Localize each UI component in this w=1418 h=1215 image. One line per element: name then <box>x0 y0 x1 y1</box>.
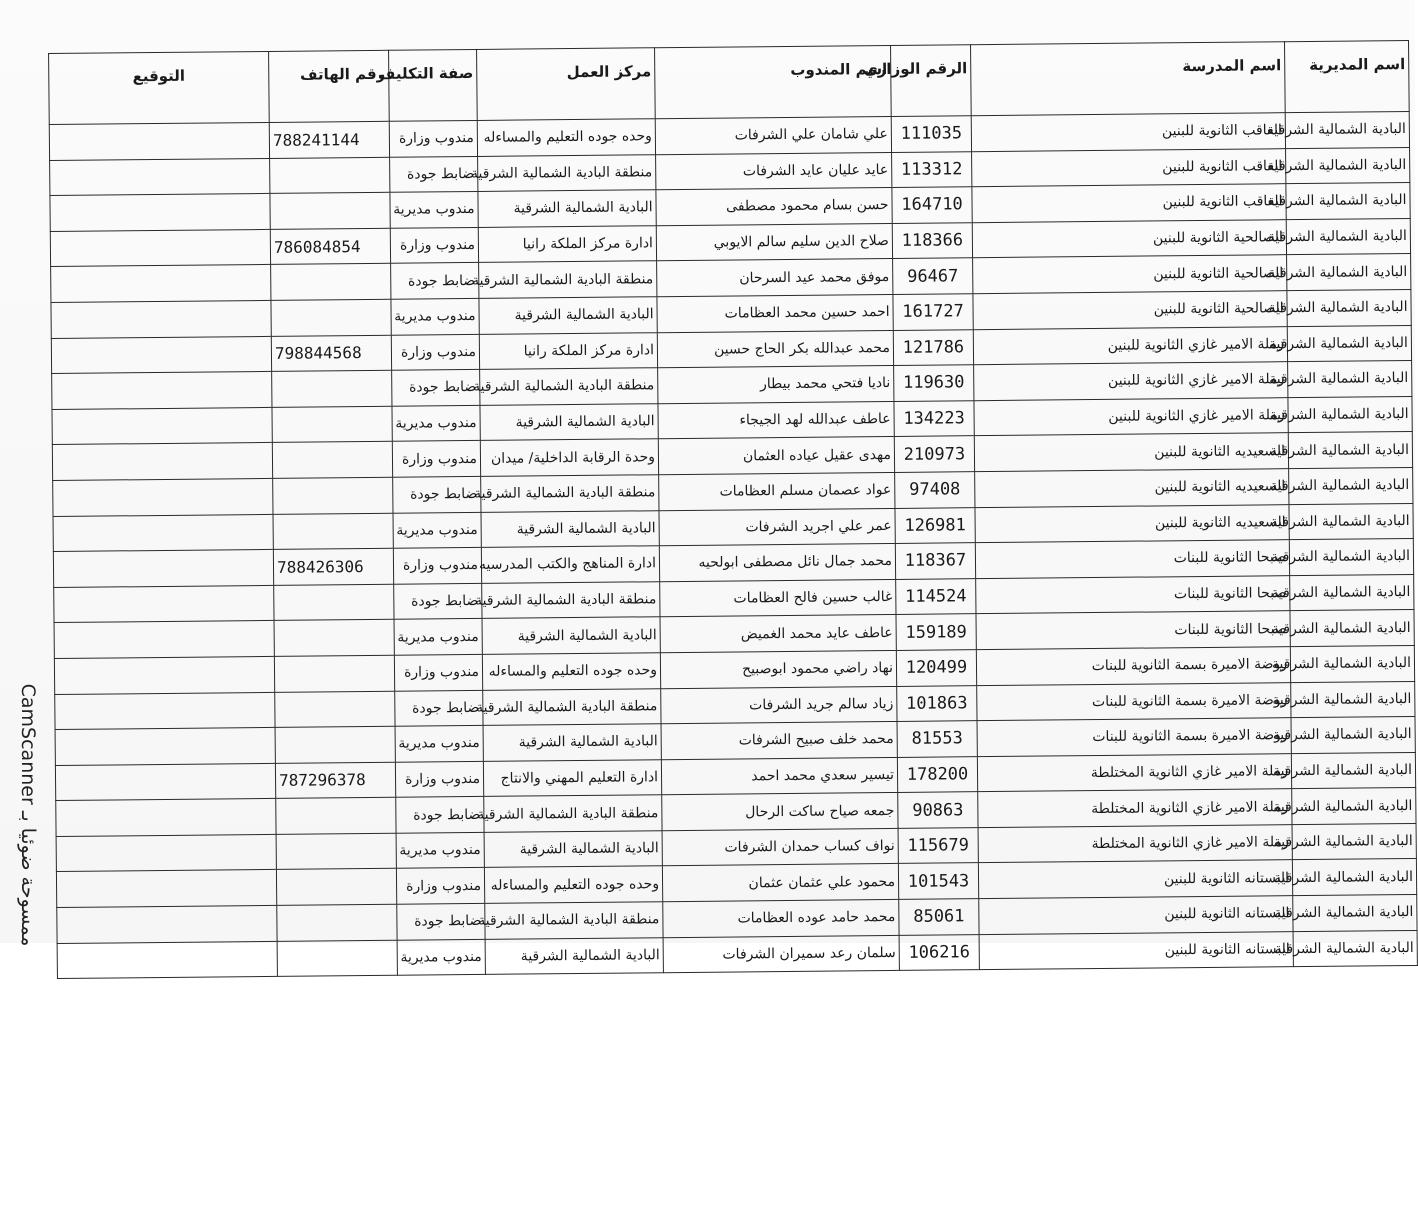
directorate-cell: البادية الشمالية الشرقية <box>1290 574 1414 611</box>
delegate-cell: جمعه صياح ساكت الرحال <box>662 793 898 831</box>
school-cell: زملة الامير غازي الثانوية للبنين <box>974 362 1288 401</box>
signature-cell <box>51 265 271 303</box>
role-cell: مندوب وزارة <box>392 441 480 477</box>
directorate-cell: البادية الشمالية الشرقية <box>1286 147 1410 184</box>
header-workplace: مركز العمل <box>477 48 656 121</box>
workplace-cell: البادية الشمالية الشرقية <box>480 403 658 440</box>
school-cell: صبحا الثانوية للبنات <box>976 611 1290 650</box>
directorate-cell: البادية الشمالية الشرقية <box>1287 289 1411 326</box>
directorate-cell: البادية الشمالية الشرقية <box>1293 895 1417 932</box>
school-cell: الصالحية الثانوية للبنين <box>972 219 1286 258</box>
workplace-cell: وحده جوده التعليم والمساءله <box>477 119 655 156</box>
workplace-cell: منطقة البادية الشمالية الشرقية <box>479 261 657 298</box>
directorate-cell: البادية الشمالية الشرقية <box>1287 325 1411 362</box>
delegates-table <box>48 40 1418 979</box>
phone-cell: 787296378 <box>275 762 395 799</box>
delegate-cell: عمر علي اجريد الشرفات <box>659 508 895 546</box>
ministry-number-cell: 85061 <box>899 899 979 935</box>
ministry-number-cell: 119630 <box>894 365 974 401</box>
phone-cell <box>271 299 391 336</box>
phone-cell <box>274 655 394 692</box>
role-cell: ضابط جودة <box>392 370 480 406</box>
role-cell: مندوب مديرية <box>395 726 483 762</box>
delegate-cell: عواد عصمان مسلم العظامات <box>659 472 895 510</box>
directorate-cell: البادية الشمالية الشرقية <box>1287 254 1411 291</box>
ministry-number-cell: 90863 <box>898 792 978 828</box>
signature-cell <box>55 728 275 766</box>
phone-cell <box>274 620 394 657</box>
school-cell: السعيديه الثانوية للبنين <box>975 469 1289 508</box>
ministry-number-cell: 126981 <box>895 507 975 543</box>
phone-cell: 798844568 <box>271 335 391 372</box>
delegate-cell: محمود علي عثمان عثمان <box>662 864 898 902</box>
role-cell: ضابط جودة <box>395 690 483 726</box>
signature-cell <box>55 692 275 730</box>
school-cell: صبحا الثانوية للبنات <box>975 540 1289 579</box>
header-role: صفة التكليف <box>389 49 478 121</box>
signature-cell <box>54 621 274 659</box>
school-cell: البستانه الثانوية للبنين <box>979 931 1293 970</box>
phone-cell <box>272 406 392 443</box>
ministry-number-cell: 97408 <box>895 472 975 508</box>
ministry-number-cell: 121786 <box>893 329 973 365</box>
ministry-number-cell: 164710 <box>892 187 972 223</box>
directorate-cell: البادية الشمالية الشرقية <box>1288 396 1412 433</box>
signature-cell <box>50 158 270 196</box>
directorate-cell: البادية الشمالية الشرقية <box>1286 218 1410 255</box>
role-cell: ضابط جودة <box>391 263 479 299</box>
delegate-cell: موفق محمد عيد السرحان <box>657 259 893 297</box>
workplace-cell: البادية الشمالية الشرقية <box>479 297 657 334</box>
directorate-cell: البادية الشمالية الشرقية <box>1291 752 1415 789</box>
role-cell: مندوب مديرية <box>396 832 484 868</box>
phone-cell: 786084854 <box>270 228 390 265</box>
school-cell: زملة الامير غازي الثانوية المختلطة <box>978 789 1292 828</box>
signature-cell <box>56 834 276 872</box>
directorate-cell: البادية الشمالية الشرقية <box>1286 183 1410 220</box>
delegate-cell: نهاد راضي محمود ابوصبيح <box>660 650 896 688</box>
role-cell: مندوب وزارة <box>389 120 477 156</box>
school-cell: روضة الاميرة بسمة الثانوية للبنات <box>977 718 1291 757</box>
ministry-number-cell: 210973 <box>894 436 974 472</box>
workplace-cell: منطقة البادية الشمالية الشرقية <box>481 475 659 512</box>
delegate-cell: محمد حامد عوده العظامات <box>663 899 899 937</box>
ministry-number-cell: 113312 <box>892 151 972 187</box>
school-cell: البستانه الثانوية للبنين <box>978 860 1292 899</box>
school-cell: روضة الاميرة بسمة الثانوية للبنات <box>976 647 1290 686</box>
workplace-cell: ادارة التعليم المهني والانتاج <box>483 759 661 796</box>
phone-cell <box>276 869 396 906</box>
school-cell: العاقب الثانوية للبنين <box>972 184 1286 223</box>
header-school: اسم المدرسة <box>971 42 1286 116</box>
directorate-cell: البادية الشمالية الشرقية <box>1288 361 1412 398</box>
signature-cell <box>52 443 272 481</box>
ministry-number-cell: 101863 <box>897 685 977 721</box>
role-cell: مندوب وزارة <box>393 548 481 584</box>
role-cell: ضابط جودة <box>397 903 485 939</box>
delegate-cell: عاطف عبدالله لهد الجيجاء <box>658 401 894 439</box>
phone-cell: 788426306 <box>273 548 393 585</box>
workplace-cell: وحده جوده التعليم والمساءله <box>482 653 660 690</box>
signature-cell <box>54 585 274 623</box>
signature-cell <box>51 300 271 338</box>
directorate-cell: البادية الشمالية الشرقية <box>1290 645 1414 682</box>
role-cell: مندوب مديرية <box>397 939 485 975</box>
signature-cell <box>53 514 273 552</box>
role-cell: مندوب وزارة <box>390 227 478 263</box>
workplace-cell: البادية الشمالية الشرقية <box>485 937 663 974</box>
signature-cell <box>52 372 272 410</box>
directorate-cell: البادية الشمالية الشرقية <box>1292 823 1416 860</box>
phone-cell <box>274 584 394 621</box>
phone-cell <box>273 513 393 550</box>
header-signature: التوقيع <box>49 51 270 124</box>
phone-cell <box>270 157 390 194</box>
ministry-number-cell: 118366 <box>892 222 972 258</box>
phone-cell <box>273 477 393 514</box>
ministry-number-cell: 111035 <box>891 116 971 152</box>
directorate-cell: البادية الشمالية الشرقية <box>1285 111 1409 148</box>
phone-cell <box>271 264 391 301</box>
directorate-cell: البادية الشمالية الشرقية <box>1289 503 1413 540</box>
phone-cell: 788241144 <box>269 121 389 158</box>
ministry-number-cell: 106216 <box>899 934 979 970</box>
ministry-number-cell: 114524 <box>896 578 976 614</box>
workplace-cell: وحدة الرقابة الداخلية/ ميدان <box>480 439 658 476</box>
delegate-cell: غالب حسين فالح العظامات <box>660 579 896 617</box>
signature-cell <box>57 941 277 979</box>
role-cell: ضابط جودة <box>390 156 478 192</box>
workplace-cell: منطقة البادية الشمالية الشرقية <box>478 154 656 191</box>
phone-cell <box>275 726 395 763</box>
workplace-cell: منطقة البادية الشمالية الشرقية <box>483 688 661 725</box>
role-cell: مندوب مديرية <box>394 619 482 655</box>
ministry-number-cell: 81553 <box>897 721 977 757</box>
signature-cell <box>54 656 274 694</box>
role-cell: مندوب مديرية <box>391 298 479 334</box>
delegate-cell: حسن بسام محمود مصطفى <box>656 188 892 226</box>
school-cell: السعيديه الثانوية للبنين <box>974 433 1288 472</box>
phone-cell <box>270 192 390 229</box>
signature-cell <box>50 194 270 232</box>
school-cell: زملة الامير غازي الثانوية المختلطة <box>978 825 1292 864</box>
ministry-number-cell: 161727 <box>893 294 973 330</box>
role-cell: مندوب مديرية <box>392 405 480 441</box>
role-cell: مندوب وزارة <box>396 868 484 904</box>
directorate-cell: البادية الشمالية الشرقية <box>1289 539 1413 576</box>
table-header-row <box>49 40 1410 124</box>
workplace-cell: البادية الشمالية الشرقية <box>482 617 660 654</box>
role-cell: ضابط جودة <box>393 476 481 512</box>
school-cell: العاقب الثانوية للبنين <box>972 148 1286 187</box>
school-cell: صبحا الثانوية للبنات <box>976 575 1290 614</box>
ministry-number-cell: 118367 <box>895 543 975 579</box>
workplace-cell: البادية الشمالية الشرقية <box>484 831 662 868</box>
school-cell: الصالحية الثانوية للبنين <box>973 255 1287 294</box>
ministry-number-cell: 134223 <box>894 400 974 436</box>
school-cell: زملة الامير غازي الثانوية للبنين <box>974 397 1288 436</box>
delegate-cell: زياد سالم جريد الشرفات <box>661 686 897 724</box>
phone-cell <box>275 691 395 728</box>
workplace-cell: منطقة البادية الشمالية الشرقية <box>480 368 658 405</box>
workplace-cell: منطقة البادية الشمالية الشرقية <box>484 795 662 832</box>
camscanner-watermark: ممسوحة ضوئيا بـ CamScanner <box>17 683 39 947</box>
directorate-cell: البادية الشمالية الشرقية <box>1289 467 1413 504</box>
phone-cell <box>272 442 392 479</box>
directorate-cell: البادية الشمالية الشرقية <box>1290 610 1414 647</box>
role-cell: مندوب وزارة <box>394 654 482 690</box>
delegate-cell: محمد جمال نائل مصطفى ابولحيه <box>659 544 895 582</box>
workplace-cell: البادية الشمالية الشرقية <box>483 724 661 761</box>
school-cell: البستانه الثانوية للبنين <box>979 896 1293 935</box>
ministry-number-cell: 178200 <box>897 756 977 792</box>
school-cell: زملة الامير غازي الثانوية للبنين <box>973 326 1287 365</box>
signature-cell <box>56 870 276 908</box>
directorate-cell: البادية الشمالية الشرقية <box>1292 859 1416 896</box>
header-delegate: اسم المندوب <box>655 45 892 118</box>
workplace-cell: ادارة مركز الملكة رانيا <box>478 226 656 263</box>
delegate-cell: محمد خلف صبيح الشرفات <box>661 722 897 760</box>
signature-cell <box>51 336 271 374</box>
role-cell: ضابط جودة <box>394 583 482 619</box>
delegate-cell: احمد حسين محمد العظامات <box>657 294 893 332</box>
delegate-cell: مهدى عقيل عياده العثمان <box>658 437 894 475</box>
directorate-cell: البادية الشمالية الشرقية <box>1292 788 1416 825</box>
role-cell: مندوب وزارة <box>391 334 479 370</box>
delegate-cell: ناديا فتحي محمد بيطار <box>658 366 894 404</box>
header-directorate: اسم المديرية <box>1285 40 1410 112</box>
signature-cell <box>57 905 277 943</box>
ministry-number-cell: 120499 <box>896 650 976 686</box>
ministry-number-cell: 101543 <box>898 863 978 899</box>
school-cell: الصالحية الثانوية للبنين <box>973 291 1287 330</box>
phone-cell <box>277 904 397 941</box>
phone-cell <box>276 798 396 835</box>
signature-cell <box>52 407 272 445</box>
workplace-cell: منطقة البادية الشمالية الشرقية <box>482 581 660 618</box>
signature-cell <box>50 229 270 267</box>
signature-cell <box>49 122 269 160</box>
directorate-cell: البادية الشمالية الشرقية <box>1293 930 1417 967</box>
role-cell: مندوب مديرية <box>393 512 481 548</box>
role-cell: مندوب وزارة <box>395 761 483 797</box>
delegate-cell: صلاح الدين سليم سالم الايوبي <box>656 223 892 261</box>
directorate-cell: البادية الشمالية الشرقية <box>1291 681 1415 718</box>
delegate-cell: عاطف عايد محمد الغميض <box>660 615 896 653</box>
phone-cell <box>277 940 397 977</box>
school-cell: زملة الامير غازي الثانوية المختلطة <box>977 753 1291 792</box>
signature-cell <box>53 550 273 588</box>
workplace-cell: ادارة المناهج والكتب المدرسيه <box>481 546 659 583</box>
delegate-cell: تيسير سعدي محمد احمد <box>661 757 897 795</box>
signature-cell <box>55 763 275 801</box>
phone-cell <box>272 370 392 407</box>
delegate-cell: علي شامان علي الشرفات <box>655 116 891 154</box>
ministry-number-cell: 159189 <box>896 614 976 650</box>
header-ministry-number: الرقم الوزاري <box>891 45 972 117</box>
signature-cell <box>53 478 273 516</box>
signature-cell <box>56 799 276 837</box>
header-phone: رقم الهاتف <box>269 50 390 122</box>
role-cell: مندوب مديرية <box>390 192 478 228</box>
delegate-cell: عايد عليان عايد الشرفات <box>656 152 892 190</box>
workplace-cell: البادية الشمالية الشرقية <box>481 510 659 547</box>
delegate-cell: نواف كساب حمدان الشرفات <box>662 828 898 866</box>
directorate-cell: البادية الشمالية الشرقية <box>1291 717 1415 754</box>
delegate-cell: محمد عبدالله بكر الحاج حسين <box>657 330 893 368</box>
role-cell: ضابط جودة <box>396 797 484 833</box>
school-cell: العاقب الثانوية للبنين <box>971 113 1285 152</box>
delegate-cell: سلمان رعد سميران الشرفات <box>663 935 899 973</box>
directorate-cell: البادية الشمالية الشرقية <box>1288 432 1412 469</box>
school-cell: السعيديه الثانوية للبنين <box>975 504 1289 543</box>
workplace-cell: وحده جوده التعليم والمساءله <box>484 866 662 903</box>
workplace-cell: منطقة البادية الشمالية الشرقية <box>485 902 663 939</box>
table-container <box>48 40 1416 966</box>
workplace-cell: البادية الشمالية الشرقية <box>478 190 656 227</box>
ministry-number-cell: 96467 <box>893 258 973 294</box>
phone-cell <box>276 833 396 870</box>
ministry-number-cell: 115679 <box>898 828 978 864</box>
workplace-cell: ادارة مركز الملكة رانيا <box>479 332 657 369</box>
school-cell: روضة الاميرة بسمة الثانوية للبنات <box>977 682 1291 721</box>
